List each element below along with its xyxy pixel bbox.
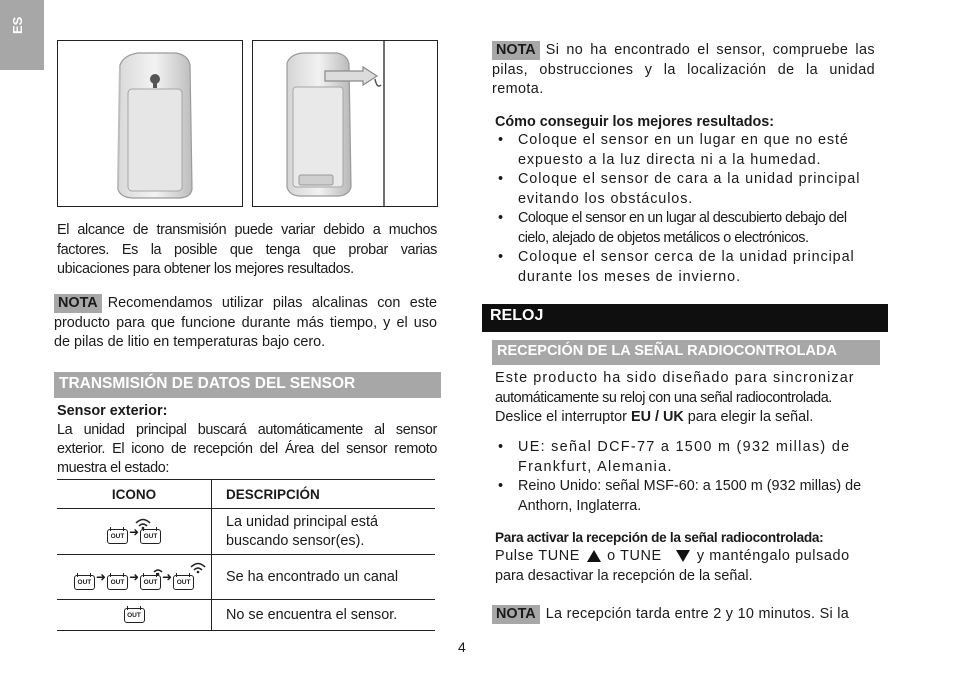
reception-icon-table: [57, 479, 435, 631]
note-batteries: [54, 294, 437, 353]
table-row: [57, 600, 435, 631]
reception-paragraph: [495, 369, 875, 428]
activate-line-1: [495, 547, 875, 567]
reception-line-2: automáticamente su reloj con una señal radiocontrolada.: [495, 389, 832, 406]
best-results-list: [495, 131, 875, 287]
activate-line-2: para desactivar la recepción de la señal.: [495, 567, 753, 584]
activate-instructions: [495, 547, 875, 586]
tune-up-icon: [587, 550, 601, 562]
list-item: • UE: señal DCF-77 a 1500 m (932 millas) de Frankfurt, Alemania.: [495, 438, 875, 477]
activate-pre: Pulse TUNE: [495, 548, 580, 564]
subsection-radio-signal-title: RECEPCIÓN DE LA SEÑAL RADIOCONTROLADA: [497, 343, 837, 359]
arrow-right-icon: ➜: [128, 524, 140, 539]
language-tab: [0, 0, 44, 70]
note-reception-time: [492, 605, 875, 625]
sensor-battery-illustration: [253, 41, 437, 206]
section-reloj-title: RELOJ: [490, 307, 544, 324]
list-item: • Coloque el sensor en un lugar al descubierto debajo del cielo, alejado de objetos metálicos o electrónicos.: [495, 209, 875, 248]
page-number: 4: [458, 639, 466, 655]
tune-down-icon: [676, 550, 690, 562]
best-results-heading: Cómo conseguir los mejores resultados:: [495, 114, 775, 130]
sensor-exterior-block: [57, 402, 437, 478]
range-paragraph: [57, 221, 437, 280]
out-icon: OUT: [107, 575, 128, 590]
arrow-right-icon: ➜: [162, 570, 173, 585]
section-sensor-transmission: [54, 372, 441, 398]
out-icon: OUT: [124, 608, 145, 623]
section-sensor-transmission-title: TRANSMISIÓN DE DATOS DEL SENSOR: [59, 375, 356, 392]
arrow-right-icon: ➜: [95, 570, 106, 585]
table-row: [57, 555, 435, 600]
activate-mid: o TUNE: [607, 548, 662, 564]
searching-icon-cell: [57, 509, 212, 555]
note-label: NOTA: [492, 41, 540, 60]
out-icon: OUT: [140, 529, 161, 544]
eu-uk-switch-label: EU / UK: [630, 409, 684, 425]
list-item: • Coloque el sensor de cara a la unidad principal evitando los obstáculos.: [495, 170, 875, 209]
not-found-description: No se encuentra el sensor.: [212, 600, 436, 631]
signal-list: [495, 438, 875, 516]
sensor-battery-figure: [252, 40, 438, 207]
range-text: El alcance de transmisión puede variar debido a muchos factores. Es la posible que tenga que probar varias ubicaciones para obtener los mejores resultados.: [57, 222, 437, 277]
out-icon: OUT: [140, 575, 161, 590]
out-icon: OUT: [107, 529, 128, 544]
note-reception-time-text: La recepción tarda entre 2 y 10 minutos. Si la: [545, 606, 850, 622]
table-header-description: DESCRIPCIÓN: [212, 480, 436, 509]
reception-line-3: [495, 408, 875, 428]
out-icon: OUT: [74, 575, 95, 590]
table-header-icon: ICONO: [57, 480, 212, 509]
not-found-icon-cell: [57, 600, 212, 631]
arrow-right-icon: ➜: [128, 570, 140, 585]
list-item: • Coloque el sensor en un lugar en que no esté expuesto a la luz directa ni a la humedad.: [495, 131, 875, 170]
reception-line-1: Este producto ha sido diseñado para sincronizar: [495, 370, 855, 386]
sensor-back-illustration: [58, 41, 242, 206]
out-icon: OUT: [173, 575, 194, 590]
sensor-exterior-text: La unidad principal buscará automáticamente al sensor exterior. El icono de recepción del Área del sensor remoto muestra el estado:: [57, 422, 437, 476]
note-sensor-not-found-text: Si no ha encontrado el sensor, compruebe las pilas, obstrucciones y la localización de la unidad remota.: [492, 42, 875, 97]
note-label: NOTA: [492, 605, 540, 624]
note-sensor-not-found: [492, 41, 875, 100]
note-batteries-text: Recomendamos utilizar pilas alcalinas con este producto para que funcione durante más tiempo, y el uso de pilas de litio en temperaturas bajo cero.: [54, 295, 437, 350]
section-reloj: [482, 304, 888, 332]
sensor-back-figure: [57, 40, 243, 207]
reception-line-3-pre: Deslice el interruptor: [495, 409, 631, 425]
found-channel-description: Se ha encontrado un canal: [212, 555, 436, 600]
searching-description: La unidad principal está buscando sensor(es).: [212, 509, 436, 555]
activate-heading: Para activar la recepción de la señal radiocontrolada:: [495, 530, 824, 545]
list-item: • Reino Unido: señal MSF-60: a 1500 m (932 millas) de Anthorn, Inglaterra.: [495, 477, 875, 516]
sensor-exterior-heading: Sensor exterior:: [57, 403, 168, 419]
subsection-radio-signal: [492, 340, 880, 365]
reception-line-3-post: para elegir la señal.: [683, 409, 814, 425]
note-label: NOTA: [54, 294, 102, 313]
found-channel-icon-cell: [57, 555, 212, 600]
language-tab-label: ES: [10, 16, 25, 34]
activate-post: y manténgalo pulsado: [696, 548, 850, 564]
table-row: [57, 509, 435, 555]
table-header-row: [57, 480, 435, 509]
list-item: • Coloque el sensor cerca de la unidad principal durante los meses de invierno.: [495, 248, 875, 287]
